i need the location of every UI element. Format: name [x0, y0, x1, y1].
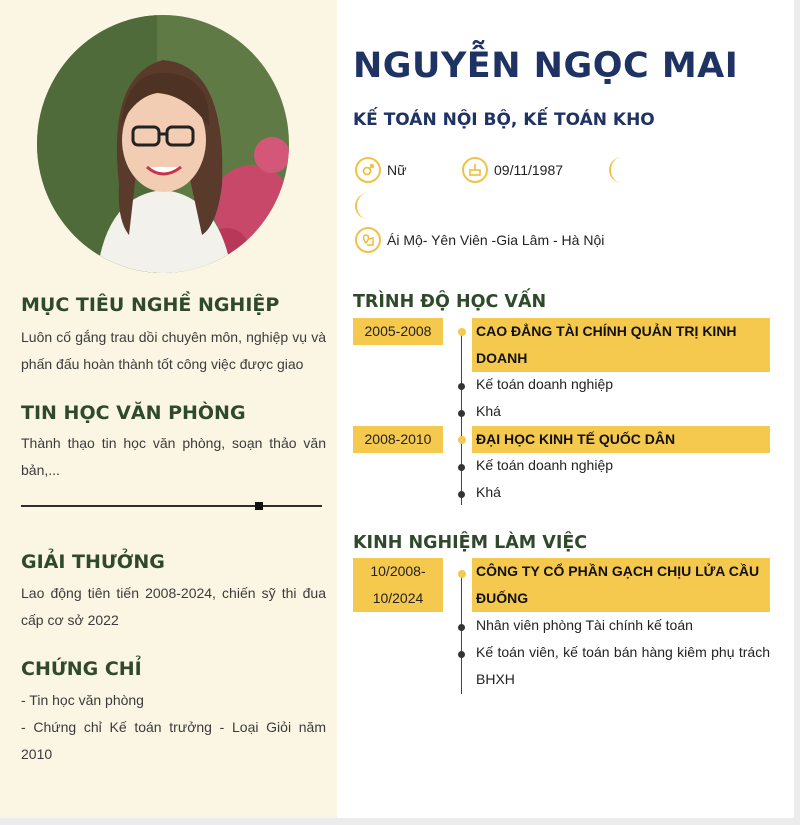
- experience-date: 10/2008-10/2024: [353, 558, 443, 612]
- job-title: KẾ TOÁN NỘI BỘ, KẾ TOÁN KHO: [353, 110, 655, 130]
- skill-level-knob: [255, 502, 263, 510]
- gender-info: [355, 157, 406, 183]
- left-column: [0, 0, 337, 818]
- education-heading: TRÌNH ĐỘ HỌC VẤN: [353, 292, 547, 312]
- gender-icon: [355, 157, 381, 183]
- timeline-dot: [458, 464, 465, 471]
- experience-company: CÔNG TY CỔ PHẦN GẠCH CHỊU LỬA CẦU ĐUỐNG: [472, 558, 770, 612]
- map-icon: [355, 227, 381, 253]
- address-value: Ái Mộ- Yên Viên -Gia Lâm - Hà Nội: [387, 232, 605, 248]
- timeline-dot: [458, 651, 465, 658]
- profile-photo: [37, 15, 289, 273]
- education-major: Kế toán doanh nghiệp: [476, 457, 614, 473]
- birthday-info: [462, 157, 563, 183]
- candidate-name: NGUYỄN NGỌC MAI: [353, 46, 739, 86]
- birthday-value: 09/11/1987: [494, 162, 564, 178]
- cake-icon: [462, 157, 488, 183]
- timeline-dot: [458, 624, 465, 631]
- education-grade: Khá: [476, 403, 501, 419]
- gender-value: Nữ: [387, 162, 407, 178]
- timeline-dot: [458, 436, 466, 444]
- skill-level-bar: [21, 505, 322, 507]
- objective-text: Luôn cố gắng trau dồi chuyên môn, nghiệp vụ và phấn đấu hoàn thành tốt công việc được giao: [21, 329, 326, 372]
- office-it-text: Thành thạo tin học văn phòng, soạn thảo văn bản,...: [21, 435, 326, 478]
- education-date: 2008-2010: [353, 426, 443, 453]
- objective-heading: MỤC TIÊU NGHỀ NGHIỆP: [21, 294, 280, 316]
- blank-icon: [609, 157, 635, 183]
- education-grade: Khá: [476, 484, 501, 500]
- education-major: Kế toán doanh nghiệp: [476, 376, 614, 392]
- certificate-item: - Chứng chỉ Kế toán trưởng - Loại Giỏi năm 2010: [21, 719, 326, 762]
- timeline-dot: [458, 491, 465, 498]
- education-timeline: [461, 330, 462, 505]
- timeline-dot: [458, 383, 465, 390]
- office-it-heading: TIN HỌC VĂN PHÒNG: [21, 402, 246, 424]
- experience-timeline: [461, 572, 462, 694]
- experience-heading: KINH NGHIỆM LÀM VIỆC: [353, 533, 588, 553]
- timeline-dot: [458, 570, 466, 578]
- education-school: CAO ĐẲNG TÀI CHÍNH QUẢN TRỊ KINH DOANH: [472, 318, 770, 372]
- experience-role: Nhân viên phòng Tài chính kế toán: [476, 617, 693, 633]
- certificates-heading: CHỨNG CHỈ: [21, 658, 142, 680]
- placeholder-info: [609, 157, 635, 183]
- certificate-item: - Tin học văn phòng: [21, 692, 144, 708]
- blank-icon: [355, 193, 381, 219]
- awards-text: Lao động tiên tiến 2008-2024, chiến sỹ thi đua cấp cơ sở 2022: [21, 585, 326, 628]
- education-date: 2005-2008: [353, 318, 443, 345]
- placeholder-info: [355, 193, 381, 219]
- experience-duty: Kế toán viên, kế toán bán hàng kiêm phụ trách BHXH: [476, 644, 770, 687]
- education-school: ĐẠI HỌC KINH TẾ QUỐC DÂN: [472, 426, 770, 453]
- timeline-dot: [458, 328, 466, 336]
- address-info: [355, 227, 604, 253]
- awards-heading: GIẢI THƯỞNG: [21, 551, 165, 573]
- timeline-dot: [458, 410, 465, 417]
